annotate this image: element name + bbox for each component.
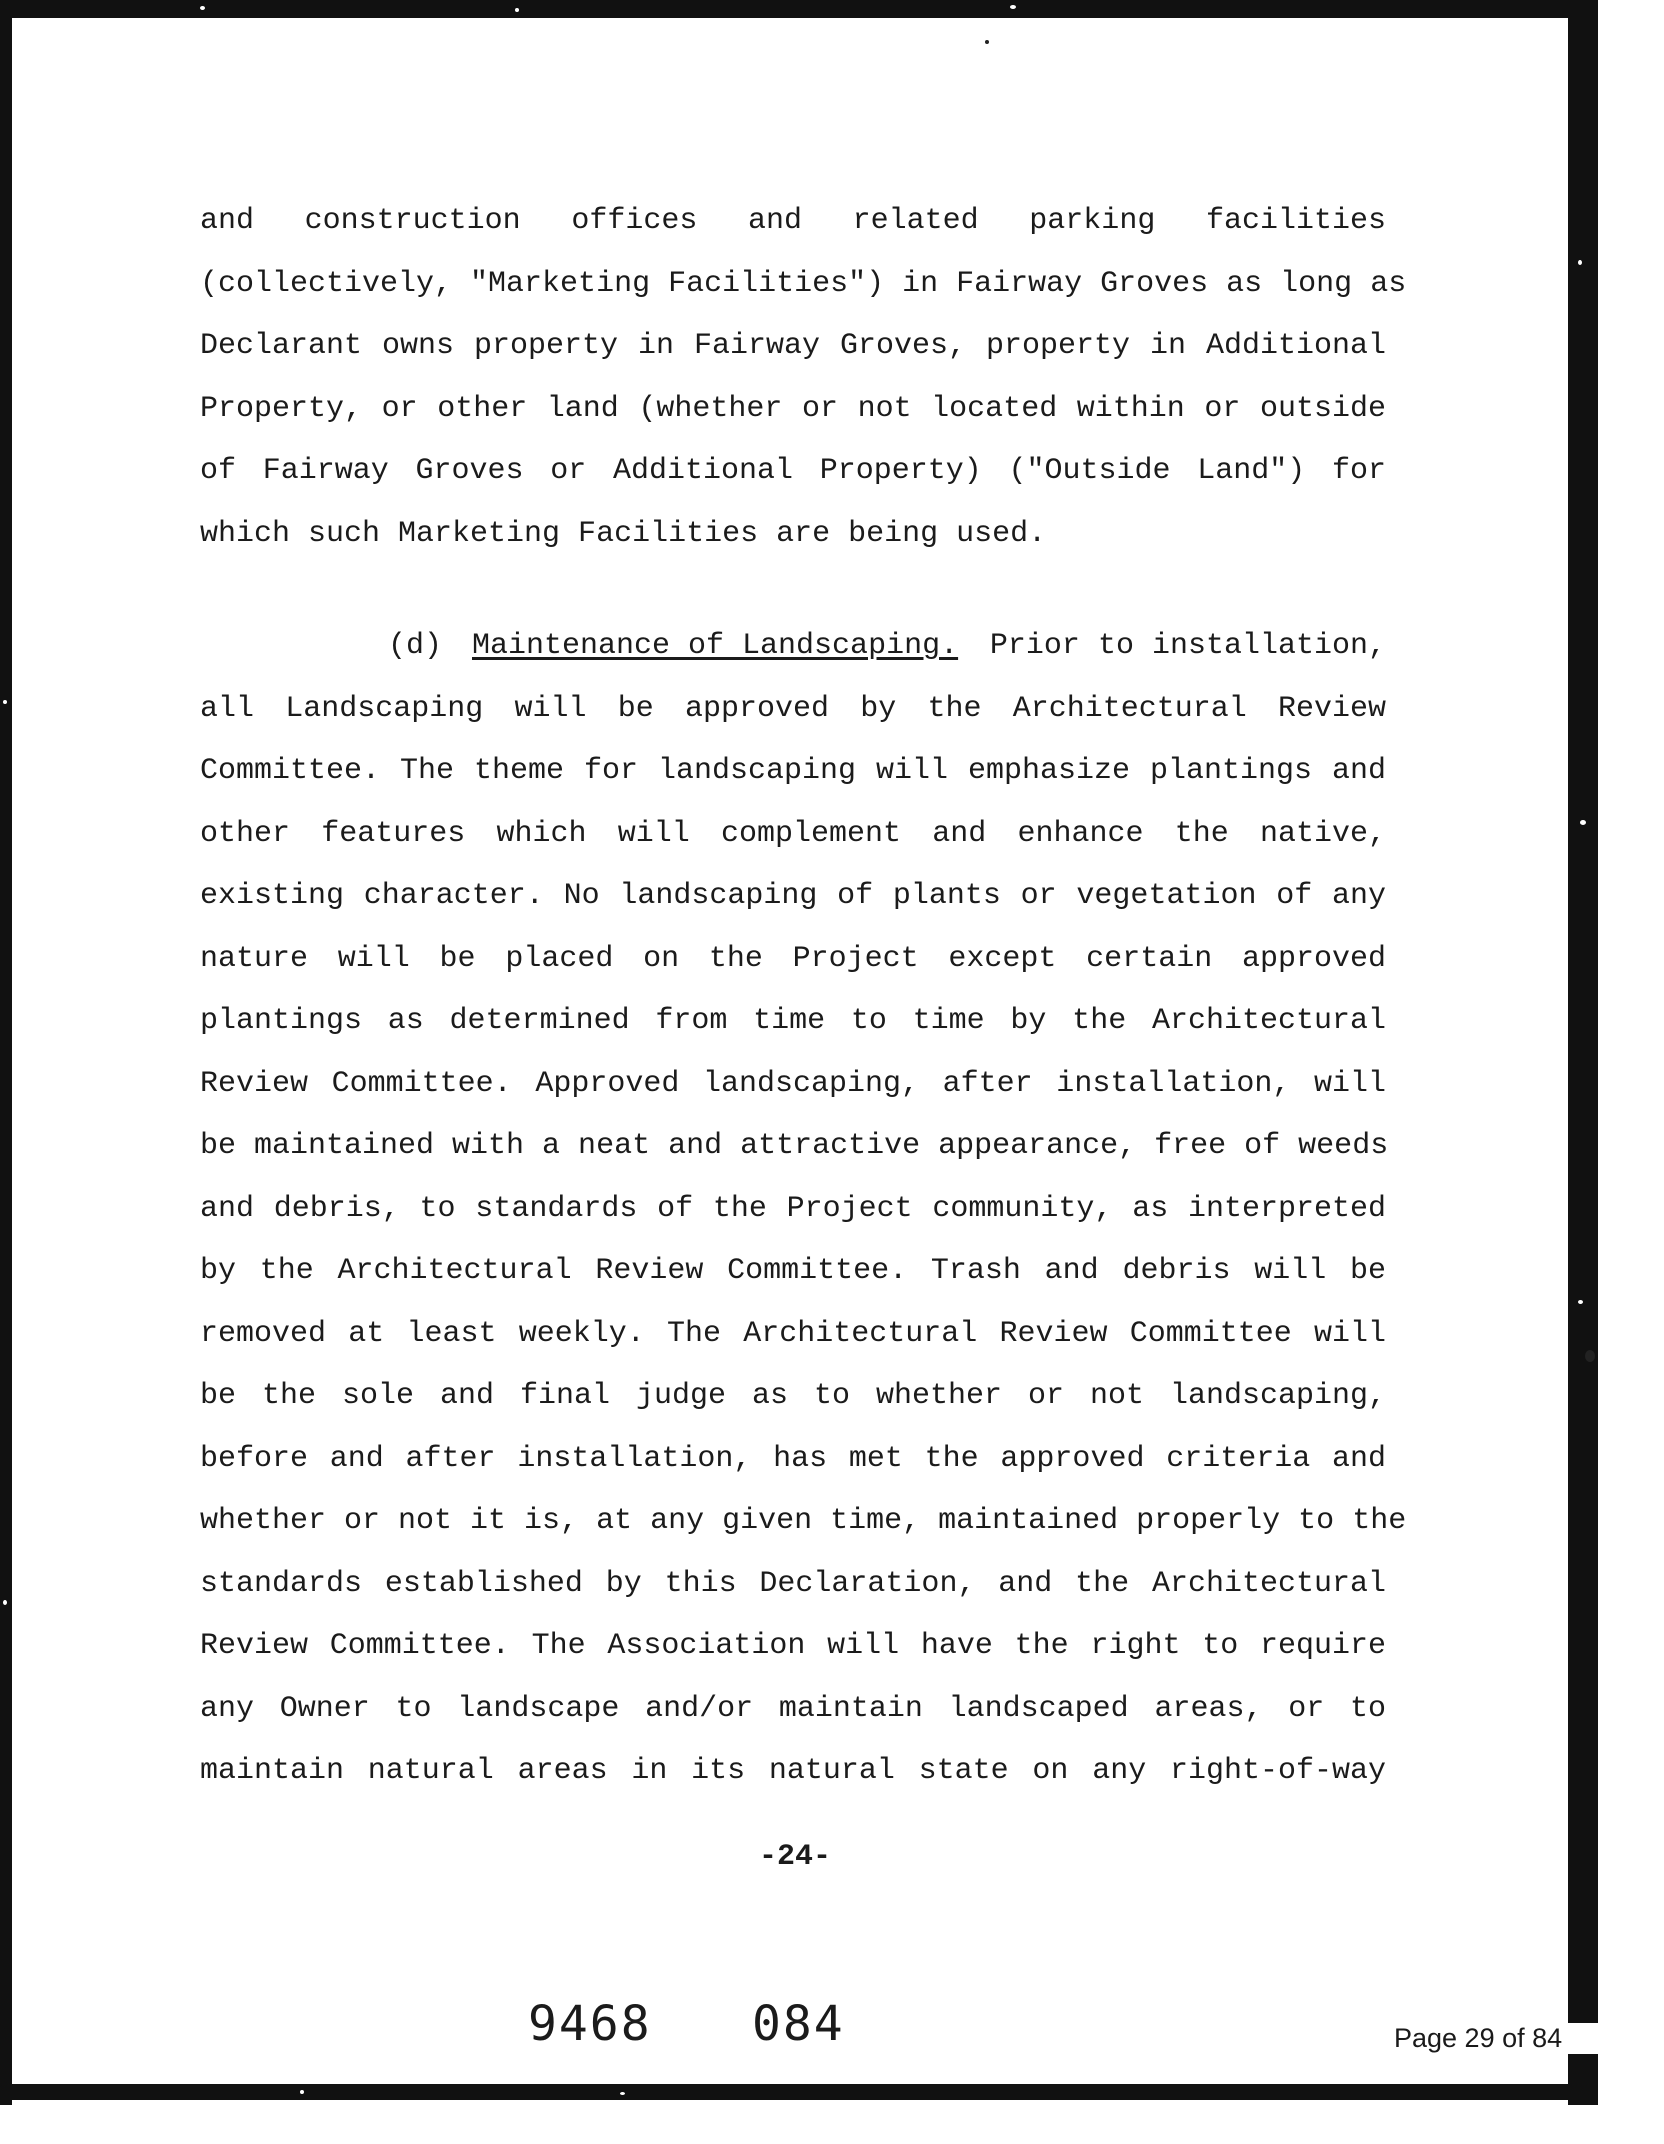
- paragraph-marketing-facilities: [200, 190, 1407, 565]
- scan-border-bottom: [0, 2084, 1598, 2100]
- datetime-stamp: 08/29/2011 12:14 PM: [1424, 2100, 1568, 2117]
- text-line: existing character. No landscaping of plants or vegetation of any: [200, 879, 1386, 913]
- text-line: standards established by this Declaration, and the Architectural: [200, 1566, 1386, 1601]
- text-line: all Landscaping will be approved by the Architectural Review: [200, 691, 1386, 726]
- text-line: be maintained with a neat and attractive appearance, free of weeds: [200, 1129, 1389, 1163]
- text-line: Declarant owns property in Fairway Groves, property in Additional: [200, 329, 1386, 363]
- scan-border-top: [0, 0, 1580, 18]
- text-line: maintain natural areas in its natural state on any right-of-way: [200, 1754, 1386, 1788]
- section-heading-line: [200, 615, 1386, 678]
- section-maintenance-of-landscaping: [200, 615, 1407, 1803]
- text-line: removed at least weekly. The Architectural Review Committee will: [200, 1316, 1386, 1351]
- text-line: before and after installation, has met the approved criteria and: [200, 1441, 1386, 1476]
- text-line: other features which will complement and enhance the native,: [200, 816, 1386, 851]
- book-page-number: 084: [752, 1996, 845, 2052]
- page-count-stamp: Page 29 of 84: [1390, 2023, 1598, 2054]
- text-line: by the Architectural Review Committee. Trash and debris will be: [200, 1254, 1386, 1288]
- section-label: (d): [388, 629, 443, 663]
- text-line: plantings as determined from time to time by the Architectural: [200, 1004, 1386, 1038]
- text-line: Review Committee. The Association will have the right to require: [200, 1629, 1386, 1663]
- text-line: Review Committee. Approved landscaping, after installation, will: [200, 1066, 1386, 1101]
- text-line: any Owner to landscape and/or maintain landscaped areas, or to: [200, 1691, 1386, 1726]
- text-line: (collectively, "Marketing Facilities") in Fairway Groves as long as: [200, 266, 1407, 301]
- scan-border-right: [1568, 0, 1598, 2105]
- text-line: and debris, to standards of the Project community, as interpreted: [200, 1191, 1386, 1226]
- document-body: [200, 190, 1407, 1803]
- text-line: which such Marketing Facilities are being used.: [200, 516, 1047, 551]
- text-line: and construction offices and related parking facilities: [200, 204, 1386, 238]
- text-line: whether or not it is, at any given time, maintained properly to the: [200, 1504, 1407, 1538]
- text-line: nature will be placed on the Project except certain approved: [200, 941, 1386, 976]
- page-number: -24-: [758, 1840, 831, 1874]
- scan-border-left: [0, 0, 12, 2105]
- text-line: be the sole and final judge as to whether or not landscaping,: [200, 1379, 1386, 1413]
- text-line: Property, or other land (whether or not located within or outside: [200, 391, 1386, 426]
- section-heading-rest: Prior to installation,: [989, 629, 1386, 663]
- text-line: of Fairway Groves or Additional Property) ("Outside Land") for: [200, 454, 1386, 488]
- text-line: Committee. The theme for landscaping will emphasize plantings and: [200, 754, 1386, 788]
- section-heading: Maintenance of Landscaping.: [472, 629, 959, 663]
- book-number: 9468: [528, 1996, 652, 2052]
